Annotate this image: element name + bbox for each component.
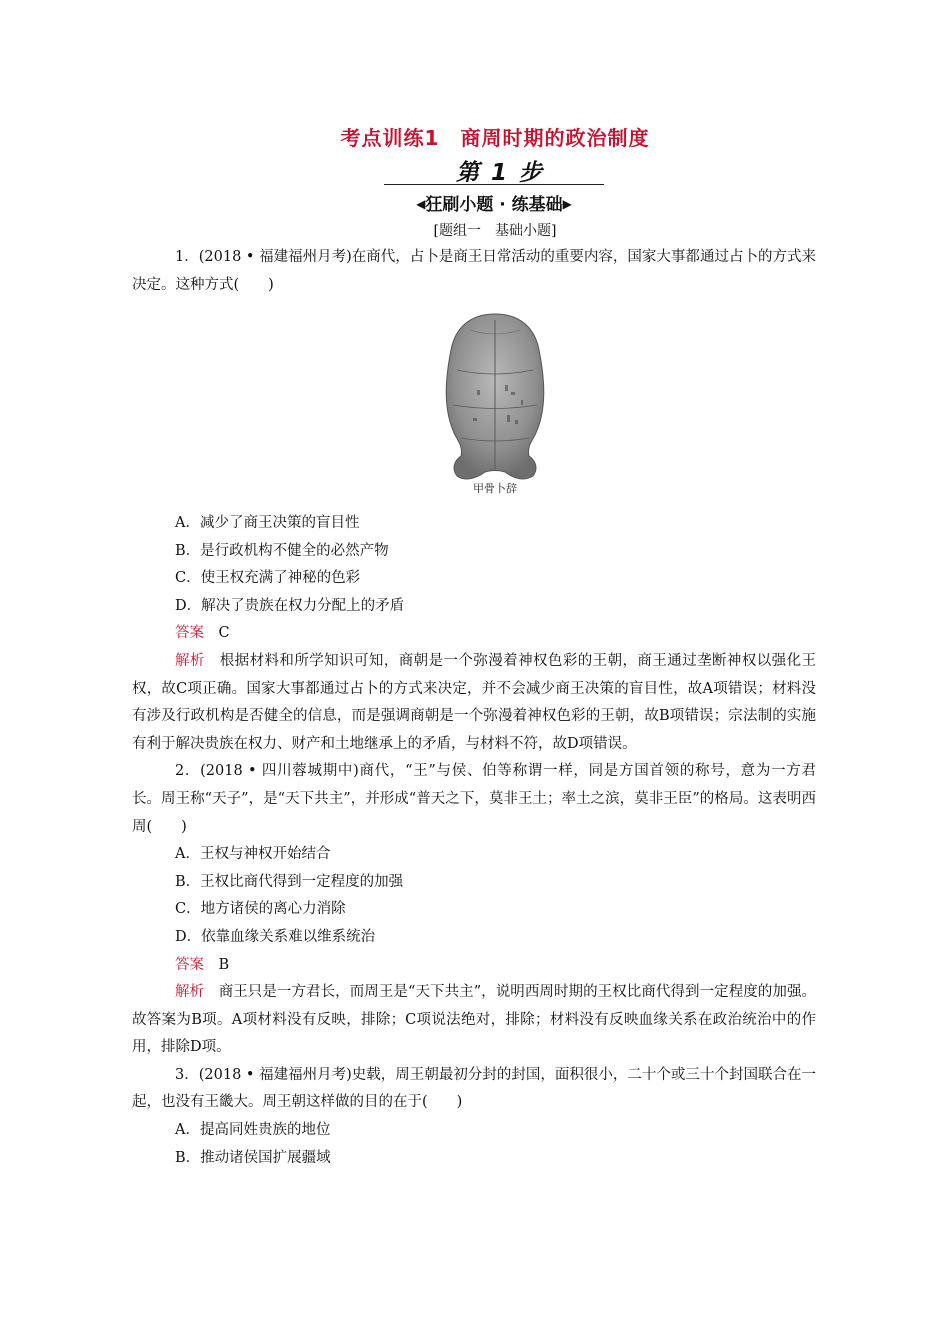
answer-value: C [218,625,230,642]
question-2-option-c: C．地方诸侯的离心力消除 [175,901,346,918]
question-1-stem: 1．(2018 • 福建福州月考)在商代，占卜是商王日常活动的重要内容，国家大事都通过占卜的方式来决定。这种方式( ) [132,249,816,293]
question-1-option-b: B．是行政机构不健全的必然产物 [175,542,389,559]
answer-label: 答案 [175,956,204,973]
figure-caption: 甲骨卜辞 [473,482,517,495]
question-1 [132,244,816,299]
right-triangle-icon: ▶ [562,197,572,211]
question-1-option-d: D．解决了贵族在权力分配上的矛盾 [175,597,405,614]
answer-label: 答案 [175,625,204,642]
question-3-stem: 3．(2018 • 福建福州月考)史载，周王朝最初分封的封国，面积很小，二十个或三十个封国联合在一起，也没有王畿大。周王朝这样做的目的在于( ) [132,1066,816,1111]
step-heading: 第 1 步 [455,160,545,186]
section-subtitle-text: 狂刷小题 · 练基础 [425,195,563,215]
analysis-text: 根据材料和所学知识可知，商朝是一个弥漫着神权色彩的王朝，商王通过垄断神权以强化王权，故C项正确。国家大事都通过占卜的方式来决定，并不会减少商王决策的盲目性，故A项错误；材料没有涉及行政机构是否健全的信息，而是强调商朝是一个弥漫着神权色彩的王朝，故B项错误；宗法制的实施有利于解决贵族在权力、财产和土地继承上的矛盾，与材料不符，故D项错误。 [132,652,817,752]
answer-value: B [218,956,230,973]
question-1-option-a: A．减少了商王决策的盲目性 [175,515,360,531]
question-2-option-a: A．王权与神权开始结合 [175,846,331,863]
question-3-option-b: B．推动诸侯国扩展疆域 [175,1149,331,1166]
left-triangle-icon: ◀ [416,197,426,211]
question-1-body [132,510,816,1172]
question-group-label: [题组一 基础小题] [433,223,557,239]
question-2-analysis [132,979,816,1062]
oracle-bone-figure [435,310,555,495]
question-2-option-d: D．依靠血缘关系难以维系统治 [175,928,376,945]
question-3-option-a: A．提高同姓贵族的地位 [175,1122,331,1139]
question-1-option-c: C．使王权充满了神秘的色彩 [175,570,361,587]
heading-rule [384,184,604,185]
question-2-answer [132,952,816,980]
analysis-label: 解析 [175,984,205,1001]
question-1-analysis [132,648,816,758]
question-2-stem: 2．(2018 • 四川蓉城期中)商代，“王”与侯、伯等称谓一样，同是方国首领的称号，意为一方君长。周王称“天子”，是“天下共主”，并形成“普天之下，莫非王土；率土之滨，莫非王臣”的格局。这表明西周( ) [132,763,816,835]
question-2-option-b: B．王权比商代得到一定程度的加强 [175,873,404,890]
section-subtitle [384,190,604,215]
analysis-text: 商王只是一方君长，而周王是“天下共主”，说明西周时期的王权比商代得到一定程度的加强。故答案为B项。A项材料没有反映，排除；C项说法绝对，排除；材料没有反映血缘关系在政治统治中的作用，排除D项。 [132,984,816,1056]
analysis-label: 解析 [175,652,205,669]
page-title: 考点训练1 商周时期的政治制度 [340,126,650,150]
question-1-answer [132,620,816,648]
